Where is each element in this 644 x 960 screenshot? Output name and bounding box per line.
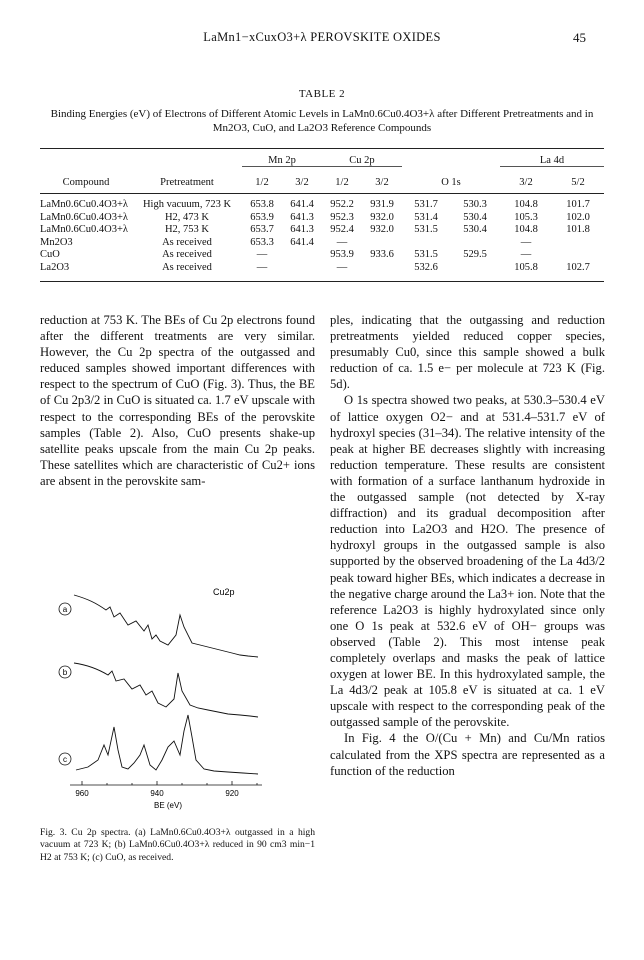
table-cell: 104.8 — [514, 199, 538, 210]
table-cell: LaMn0.6Cu0.4O3+λ — [40, 199, 129, 210]
left-text-column — [40, 312, 315, 489]
panel-label-b: b — [62, 668, 68, 677]
table-cell: 531.5 — [414, 249, 438, 261]
table-cell: H2, 473 K — [164, 211, 210, 223]
spectrum-a — [74, 595, 258, 657]
table-cell: As received — [162, 261, 212, 273]
table-cell: 952.4 — [330, 224, 354, 236]
table-cell: 932.0 — [370, 224, 394, 236]
table-cell — [450, 237, 500, 250]
table-caption-block — [40, 88, 604, 135]
table-cell: 931.9 — [370, 199, 394, 210]
table-cell: 653.3 — [250, 236, 274, 248]
column-header: 1/2 — [255, 176, 269, 188]
spectrum-c — [76, 715, 258, 774]
table-cell: 641.3 — [290, 211, 314, 223]
table-cell: — — [520, 236, 532, 248]
table-cell: — — [336, 261, 348, 273]
table-cell: As received — [162, 236, 212, 248]
table-cell: High vacuum, 723 K — [142, 199, 232, 210]
table-cell: 932.0 — [370, 211, 394, 223]
table-cell: 531.7 — [414, 199, 438, 210]
cu2p-spectra-plot — [48, 555, 273, 830]
table-cell: 531.5 — [414, 224, 438, 236]
x-tick-label: 920 — [225, 789, 239, 798]
body-paragraph: O 1s spectra showed two peaks, at 530.3–530.4 eV of lattice oxygen O2− and at 531.4–531.7 eV of hydroxyl species (31–34). The relative intensity of the peak at higher BE decreases slightly with increasing reduction temperature. These results are consistent with formation of a surface lanthanum hydroxide in the outgassed sample (not detected by X-ray diffraction) and its gradual decomposition after reduction into La2O3 and H2O. The presence of hydroxyl groups in the outgassed sample is also supported by the observed broadening of the La 4d3/2 peak toward higher BEs, which indicates a decrease in the negative charge around the La3+ ion. Note that the reference La2O3 is highly hydroxylated since only one O 1s peak at 532.6 eV of OH− groups was observed (Table 2). This most intense peak completely overlaps and masks the peak of lattice oxygen at lower BE. In this hydroxylated sample, the La 4d3/2 peak at 105.8 eV is situated at ca. 1 eV upscale with respect to the corresponding peak of the outgassed sample of the perovskite. — [330, 393, 605, 730]
column-header: 3/2 — [295, 176, 309, 188]
spectrum-b — [74, 663, 258, 717]
table-cell: — — [256, 261, 268, 273]
panel-label-c: c — [63, 755, 67, 764]
table-cell — [282, 249, 322, 262]
table-cell: 101.7 — [566, 199, 590, 210]
group-header-mn2p: Mn 2p — [242, 149, 322, 172]
group-header-la4d: La 4d — [500, 149, 604, 172]
table-cell: — — [336, 236, 348, 248]
table-cell — [402, 237, 450, 250]
group-header-cu2p: Cu 2p — [322, 149, 402, 172]
figure-3 — [48, 555, 273, 830]
table-cell: 653.7 — [250, 224, 274, 236]
table-cell: — — [520, 249, 532, 261]
table-cell: 529.5 — [463, 249, 487, 261]
table-cell: 102.0 — [566, 211, 590, 223]
x-axis-ticks — [82, 781, 257, 785]
table-cell — [552, 237, 604, 250]
table-row — [40, 237, 604, 250]
table-cell: 641.3 — [290, 224, 314, 236]
right-text-column — [330, 312, 605, 779]
table-cell: 653.8 — [250, 199, 274, 210]
table-cell: 641.4 — [290, 199, 314, 210]
table-row — [40, 224, 604, 237]
table-cell: 105.8 — [514, 261, 538, 273]
running-header — [0, 30, 644, 50]
table-cell — [450, 262, 500, 281]
table-cell: 530.3 — [463, 199, 487, 210]
table-cell: 641.4 — [290, 236, 314, 248]
table-cell: 653.9 — [250, 211, 274, 223]
table-cell: La2O3 — [40, 261, 70, 273]
x-axis-label: BE (eV) — [153, 801, 183, 810]
table-cell: 532.6 — [414, 261, 438, 273]
column-header: 5/2 — [571, 176, 585, 188]
column-header: 3/2 — [519, 176, 533, 188]
table-cell: — — [256, 249, 268, 261]
table-cell — [362, 262, 402, 281]
table-cell — [282, 262, 322, 281]
column-header: Compound — [62, 176, 110, 188]
binding-energy-table — [40, 148, 604, 282]
body-paragraph: In Fig. 4 the O/(Cu + Mn) and Cu/Mn ratios calculated from the XPS spectra are represented as a function of the reduction — [330, 731, 605, 778]
column-header: O 1s — [441, 176, 461, 188]
panel-label-a: a — [62, 605, 68, 614]
table-cell: CuO — [40, 249, 60, 261]
table-cell: 105.3 — [514, 211, 538, 223]
table-cell: 530.4 — [463, 211, 487, 223]
table-cell: 101.8 — [566, 224, 590, 236]
column-header: 1/2 — [335, 176, 349, 188]
cu2p-label: Cu2p — [213, 587, 235, 597]
running-title: LaMn1−xCuxO3+λ PEROVSKITE OXIDES — [203, 30, 441, 44]
table-cell: 530.4 — [463, 224, 487, 236]
column-header-row — [40, 171, 604, 194]
figure-caption: Fig. 3. Cu 2p spectra. (a) LaMn0.6Cu0.4O3+λ outgassed in a high vacuum at 723 K; (b) LaMn0.6Cu0.4O3+λ reduced in 90 cm3 min−1 H2 at 753 K; (c) CuO, as received. — [40, 827, 315, 863]
table-caption: Binding Energies (eV) of Electrons of Different Atomic Levels in LaMn0.6Cu0.4O3+λ after Different Pretreatments and in Mn2O3, CuO, and La2O3 Reference Compounds — [50, 108, 594, 134]
page-number: 45 — [573, 30, 586, 45]
table-cell: 104.8 — [514, 224, 538, 236]
column-header: 3/2 — [375, 176, 389, 188]
table-cell: LaMn0.6Cu0.4O3+λ — [40, 224, 129, 236]
table-cell: As received — [162, 249, 212, 261]
table-cell: 953.9 — [330, 249, 354, 261]
table-row — [40, 262, 604, 281]
table-cell: 952.3 — [330, 211, 354, 223]
x-tick-label: 940 — [150, 789, 164, 798]
table-cell: 531.4 — [414, 211, 438, 223]
table-row — [40, 249, 604, 262]
table-cell: H2, 753 K — [164, 224, 210, 236]
table-row — [40, 194, 604, 212]
x-tick-label: 960 — [75, 789, 89, 798]
table-cell: 102.7 — [566, 261, 590, 273]
body-paragraph: reduction at 753 K. The BEs of Cu 2p electrons found after the different treatments are very similar. However, the Cu 2p spectra of the outgassed and reduced samples showed important differences with respect to the spectrum of CuO (Fig. 3). Thus, the BE of Cu 2p3/2 in CuO is situated ca. 1.7 eV upscale with respect to the corresponding BEs of the perovskite samples (Table 2). Also, CuO presents shake-up satellite peaks upscale from the main Cu 2p peaks. These satellites which are characteristic of Cu2+ ions are absent in the perovskite sam- — [40, 313, 315, 488]
table-cell — [362, 237, 402, 250]
table-row — [40, 212, 604, 225]
table-cell: LaMn0.6Cu0.4O3+λ — [40, 211, 129, 223]
column-header: Pretreatment — [160, 176, 214, 188]
table-cell: 952.2 — [330, 199, 354, 210]
table-cell: 933.6 — [370, 249, 394, 261]
table-number: TABLE 2 — [298, 88, 346, 100]
body-paragraph: ples, indicating that the outgassing and reduction pretreatments yielded reduced copper species, presumably Cu0, since this sample showed a bulk reduction of ca. 1.5 e− per molecule at 723 K (Fig. 5d). — [330, 313, 605, 392]
table-cell: Mn2O3 — [40, 236, 73, 248]
table-cell — [552, 249, 604, 262]
